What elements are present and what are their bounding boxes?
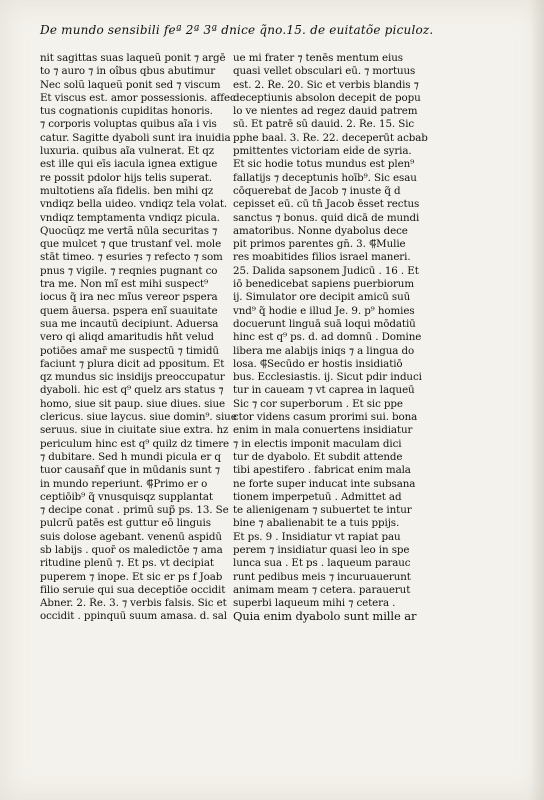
text-line: pmittentes victoriam eid̄e de syria. xyxy=(233,145,412,158)
text-line: fallatijs ⁊ deceptunis hoīb⁹. Sic esau xyxy=(233,171,417,184)
text-line: que mulcet ⁊ que trustanf vel. mole xyxy=(40,238,222,251)
text-line: re possit pdolor hijs telis superat. xyxy=(40,171,212,184)
left-text-column xyxy=(40,52,252,624)
text-line: ue mi frater ⁊ tenēs mentum eius xyxy=(233,52,403,64)
text-line: tibi apestifero . fabricat enim mala xyxy=(233,464,411,477)
text-line: bine ⁊ abalienabit te a tuis ppijs. xyxy=(233,517,400,530)
text-line: lunca sua . Et ps . laqueum parauc xyxy=(233,557,411,570)
text-line: te alienigenam ⁊ subuertet te intur xyxy=(233,504,412,517)
text-line: pulcrū patēs est guttur eō linguis xyxy=(40,517,211,530)
text-line: 25. Dalida sapsonem Judicū . 16 . Et xyxy=(233,264,419,277)
text-line: pnus ⁊ vigile. ⁊ reqnies pugnant co xyxy=(40,264,218,277)
text-line: dyaboli. hic est q⁹ quelz ars status ⁊ xyxy=(40,384,224,397)
page-edge xyxy=(530,0,544,800)
text-line: enim in mala conuertens insidiatur xyxy=(233,424,413,437)
text-line: vnd⁹ q̃ hodie e illud Je. 9. p⁹ homies xyxy=(233,304,415,317)
text-line: docuerunt linguā suā loqui mōdatiū xyxy=(233,317,416,330)
text-line: potiōes amar̄ me suspectū ⁊ timidū xyxy=(40,344,219,357)
text-line: in mundo reperiunt. ⸿Primo er o xyxy=(40,477,208,490)
text-line: luxuria. quibus aĩa vulnerat. Et qz xyxy=(40,145,215,158)
text-line: qz mundus sic insidijs preoccupatur xyxy=(40,371,225,384)
text-line: multotiens aĩa fidelis. ben mihi qz xyxy=(40,184,214,197)
text-line: ritudine plenū ⁊. Et ps. vt decipiat xyxy=(40,557,214,570)
text-line: catur. Sagitte dyaboli sunt ira inuidia xyxy=(40,131,231,144)
text-line: res moabitides filios israel maneri. xyxy=(233,251,411,264)
text-line: suis dolose agebant. venenū aspidū xyxy=(40,530,222,543)
text-line: losa. ⸿Secūdo er hostis insidiatiō xyxy=(233,357,403,370)
text-line: ctor videns casum prorimi sui. bona xyxy=(233,411,418,424)
text-line: Sic ⁊ cor superborum . Et sic ppe xyxy=(233,397,403,410)
text-line: est ille qui eīs iacula ignea extigue xyxy=(40,158,218,171)
text-line: ⁊ decipe conat . primū sup̃ ps. 13. Se xyxy=(40,504,229,517)
text-line: homo, siue sit paup. siue diues. siue xyxy=(40,397,226,410)
text-line: hinc est q⁹ ps. d. ad domnū . Domine xyxy=(233,331,422,344)
text-line: animam meam ⁊ cetera. parauerut xyxy=(233,583,411,596)
text-line: nit sagittas suas laqueũ ponit ⁊ argē xyxy=(40,52,226,64)
text-line: ceptiōib⁹ q̃ vnusquisqz supplantat xyxy=(40,490,213,503)
text-line: sua me incautū decipiunt. Aduersa xyxy=(40,317,219,330)
text-line: tur de dyabolo. Et subdit attende xyxy=(233,450,403,463)
text-line: quem āuersa. pspera enĩ suauitate xyxy=(40,304,218,317)
text-line: cepisset eū. cū tn̄ Jacob ēsset rectus xyxy=(233,198,420,211)
text-line: tionem imperpetuū . Admittet ad xyxy=(233,490,402,503)
text-line: deceptiunis absolon decepit de popu xyxy=(233,91,421,104)
text-line: ⁊ in electis imponit maculam dici xyxy=(233,437,402,450)
text-line: Abner. 2. R̄e. 3. ⁊ verbis falsis. Sic et xyxy=(40,597,227,610)
text-line: runt pedibus meis ⁊ incuruauerunt xyxy=(233,570,411,583)
text-line: tur in caueam ⁊ vt caprea in laqueū xyxy=(233,384,415,397)
text-line: filio seruie qui sua deceptiōe occidit xyxy=(40,583,226,596)
text-line: tus cognationis cupiditas honoris. xyxy=(40,105,213,118)
text-line: ij. Simulator ore decipit amicū suū xyxy=(233,291,411,304)
text-line: tra me. Non mĩ est mihi suspect⁹ xyxy=(40,278,209,291)
text-line: periculum hinc est q⁹ quilz dz timere xyxy=(40,437,230,450)
text-line: perem ⁊ insidiatur quasi leo in spe xyxy=(233,543,410,556)
text-line: sb labijs . quor̄ os maledictōe ⁊ ama xyxy=(40,543,223,556)
text-line: quasi vellet obsculari eū. ⁊ mortuus xyxy=(233,65,416,78)
text-line: vero qi aliqd amaritudis hñt velud xyxy=(40,331,214,344)
text-line: est. 2. R̄e. 20. Sic et verbis blandis ⁊ xyxy=(233,78,419,91)
text-line: Nec solũ laqueũ ponit sed ⁊ viscum xyxy=(40,78,221,91)
text-line: faciunt ⁊ plura dicit ad ppositum. Et xyxy=(40,357,225,370)
text-line: pphe baal. 3. R̄e. 22. deceperūt acbab xyxy=(233,131,428,144)
text-line: sanctus ⁊ bonus. quid dicā de mundi xyxy=(233,211,420,224)
text-line: pit primos parentes gn̄. 3. ⸿Mulie xyxy=(233,238,406,251)
text-line: ne forte super inducat inte subsana xyxy=(233,477,416,490)
text-line: occidit . ppinquū suum amasa. d. sal xyxy=(40,610,227,623)
running-head: De mundo sensibili feª 2ª 3ª dnice q̃no.15. de euitatõe piculoz. xyxy=(40,23,434,37)
text-line: clericus. siue laycus. siue domin⁹. siue xyxy=(40,411,237,424)
right-text-column xyxy=(233,52,445,624)
text-line: puperem ⁊ inope. Et sic er ps f Joab xyxy=(40,570,223,583)
text-line: iō benedicebat sapiens puerbiorum xyxy=(233,278,414,291)
text-line: vndiqz temptamenta vndiqz picula. xyxy=(40,211,220,224)
text-line: Et ps. 9 . Insidiatur vt rapiat pau xyxy=(233,530,401,543)
text-line: ⁊ corporis voluptas quibus aĩa i vis xyxy=(40,118,217,131)
text-line: superbi laqueum mihi ⁊ cetera . xyxy=(233,597,396,610)
text-line: tuor causan̄f que in mūdanis sunt ⁊ xyxy=(40,464,220,477)
text-line: lo ve nientes ad regez dauid patrem xyxy=(233,105,418,118)
text-line: cōquerebat̄ de Jacob ⁊ inuste q̃ d xyxy=(233,184,401,197)
text-line: amatoribus. Nonne dyabolus dece xyxy=(233,224,408,237)
text-line: Quocũqz me vertã nūla securitas ⁊ xyxy=(40,224,218,237)
text-line: to ⁊ auro ⁊ in oîbus qbus abutimur xyxy=(40,65,216,78)
text-line: bus. Ecclesiastis. ij. Sicut pdir induci xyxy=(233,371,422,384)
text-line: Quia enim dyabolo sunt mille ar xyxy=(233,610,417,624)
text-line: seruus. siue in ciuitate siue extra. hz xyxy=(40,424,229,437)
text-line: stāt timeo. ⁊ esuries ⁊ refecto ⁊ som xyxy=(40,251,223,264)
text-line: iocus q̃ ira nec mĩus vereor pspera xyxy=(40,291,218,304)
text-line: sū. Et patrē sū dauid. 2. R̄e. 15. Sic xyxy=(233,118,415,131)
text-line: libera me alabijs iniqs ⁊ a lingua do xyxy=(233,344,415,357)
text-line: vndiqz bella uideo. vndiqz tela volat. xyxy=(40,198,228,211)
text-line: Et sic hodie totus mundus est plen⁹ xyxy=(233,158,415,171)
text-line: Et viscus est. amor possessionis. affec xyxy=(40,91,236,104)
text-line: ⁊ dubitare. Sed h mundi picula er q xyxy=(40,450,221,463)
